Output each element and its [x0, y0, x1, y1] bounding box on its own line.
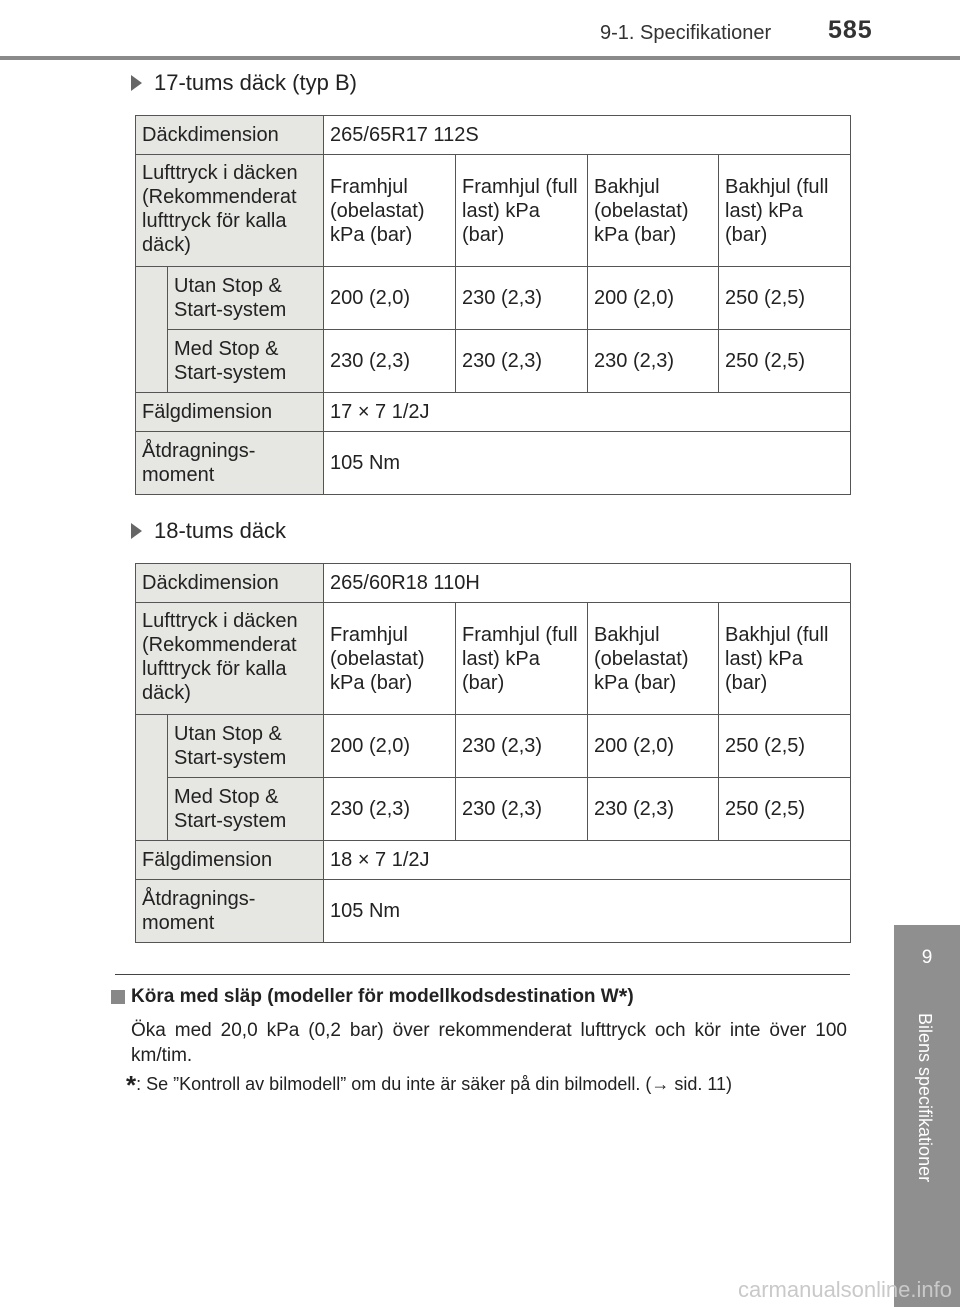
pressure-cell: 230 (2,3)	[588, 778, 719, 841]
footnote	[126, 1070, 856, 1101]
row-group-spacer	[136, 715, 168, 841]
pressure-cell: 200 (2,0)	[324, 267, 456, 330]
page-number: 585	[828, 16, 873, 44]
watermark: carmanualsonline.info	[737, 1277, 952, 1302]
pressure-label: Lufttryck i däcken (Rekommenderat lufttryck för kalla däck)	[136, 155, 324, 267]
towing-heading-close: )	[627, 986, 634, 1007]
pressure-cell: 200 (2,0)	[588, 715, 719, 778]
towing-heading: Köra med släp (modeller för modellkodsdestination W * )	[111, 986, 634, 1008]
triangle-bullet-icon	[131, 75, 142, 91]
chapter-tab: 9	[894, 925, 960, 1003]
tire-size-label: Däckdimension	[136, 116, 324, 155]
section-heading-text: 17-tums däck (typ B)	[154, 70, 357, 95]
section-heading-18-inch	[131, 518, 286, 544]
column-header: Bakhjul (full last) kPa (bar)	[719, 603, 851, 715]
tire-size-label: Däckdimension	[136, 564, 324, 603]
pressure-cell: 230 (2,3)	[456, 715, 588, 778]
row-label: Utan Stop & Start-system	[168, 715, 324, 778]
pressure-cell: 230 (2,3)	[456, 778, 588, 841]
section-heading-text: 18-tums däck	[154, 518, 287, 543]
torque-label: Åtdragnings- moment	[136, 432, 324, 495]
chapter-label: Bilens specifikationer	[915, 1013, 935, 1183]
column-header: Bakhjul (full last) kPa (bar)	[719, 155, 851, 267]
pressure-cell: 230 (2,3)	[588, 330, 719, 393]
pressure-cell: 200 (2,0)	[324, 715, 456, 778]
square-bullet-icon	[111, 990, 125, 1004]
pressure-cell: 200 (2,0)	[588, 267, 719, 330]
chapter-label-band	[894, 1003, 960, 1307]
torque-label: Åtdragnings- moment	[136, 880, 324, 943]
row-label: Utan Stop & Start-system	[168, 267, 324, 330]
row-label: Med Stop & Start-system	[168, 778, 324, 841]
tire-size-value: 265/65R17 112S	[324, 116, 851, 155]
rim-size-label: Fälgdimension	[136, 841, 324, 880]
towing-divider	[115, 974, 850, 975]
tire-size-value: 265/60R18 110H	[324, 564, 851, 603]
tire-spec-table-17	[135, 115, 851, 495]
tire-spec-table-18	[135, 563, 851, 943]
pressure-cell: 250 (2,5)	[719, 267, 851, 330]
rim-size-value: 18 × 7 1/2J	[324, 841, 851, 880]
column-header: Framhjul (full last) kPa (bar)	[456, 155, 588, 267]
section-heading-17-inch	[131, 70, 357, 96]
header-rule	[0, 56, 960, 60]
rim-size-value: 17 × 7 1/2J	[324, 393, 851, 432]
column-header: Framhjul (obelastat) kPa (bar)	[324, 603, 456, 715]
column-header: Bakhjul (obelastat) kPa (bar)	[588, 155, 719, 267]
torque-value: 105 Nm	[324, 880, 851, 943]
triangle-bullet-icon	[131, 523, 142, 539]
column-header: Bakhjul (obelastat) kPa (bar)	[588, 603, 719, 715]
footnote-text: : Se ”Kontroll av bilmodell” om du inte är säker på din bilmodell. (→ sid. 11)	[136, 1074, 733, 1094]
rim-size-label: Fälgdimension	[136, 393, 324, 432]
torque-value: 105 Nm	[324, 432, 851, 495]
pressure-cell: 250 (2,5)	[719, 778, 851, 841]
pressure-cell: 230 (2,3)	[324, 778, 456, 841]
header-section-title: 9-1. Specifikationer	[600, 22, 772, 44]
towing-body: Öka med 20,0 kPa (0,2 bar) över rekommenderat lufttryck och kör inte över 100 km/tim.	[131, 1020, 847, 1066]
column-header: Framhjul (obelastat) kPa (bar)	[324, 155, 456, 267]
pressure-cell: 250 (2,5)	[719, 715, 851, 778]
pressure-cell: 230 (2,3)	[456, 330, 588, 393]
pressure-cell: 230 (2,3)	[324, 330, 456, 393]
row-group-spacer	[136, 267, 168, 393]
pressure-label: Lufttryck i däcken (Rekommenderat lufttryck för kalla däck)	[136, 603, 324, 715]
footnote-star: *	[126, 1070, 137, 1100]
towing-heading-text: Köra med släp (modeller för modellkodsdestination W	[131, 986, 619, 1007]
pressure-cell: 250 (2,5)	[719, 330, 851, 393]
column-header: Framhjul (full last) kPa (bar)	[456, 603, 588, 715]
row-label: Med Stop & Start-system	[168, 330, 324, 393]
pressure-cell: 230 (2,3)	[456, 267, 588, 330]
